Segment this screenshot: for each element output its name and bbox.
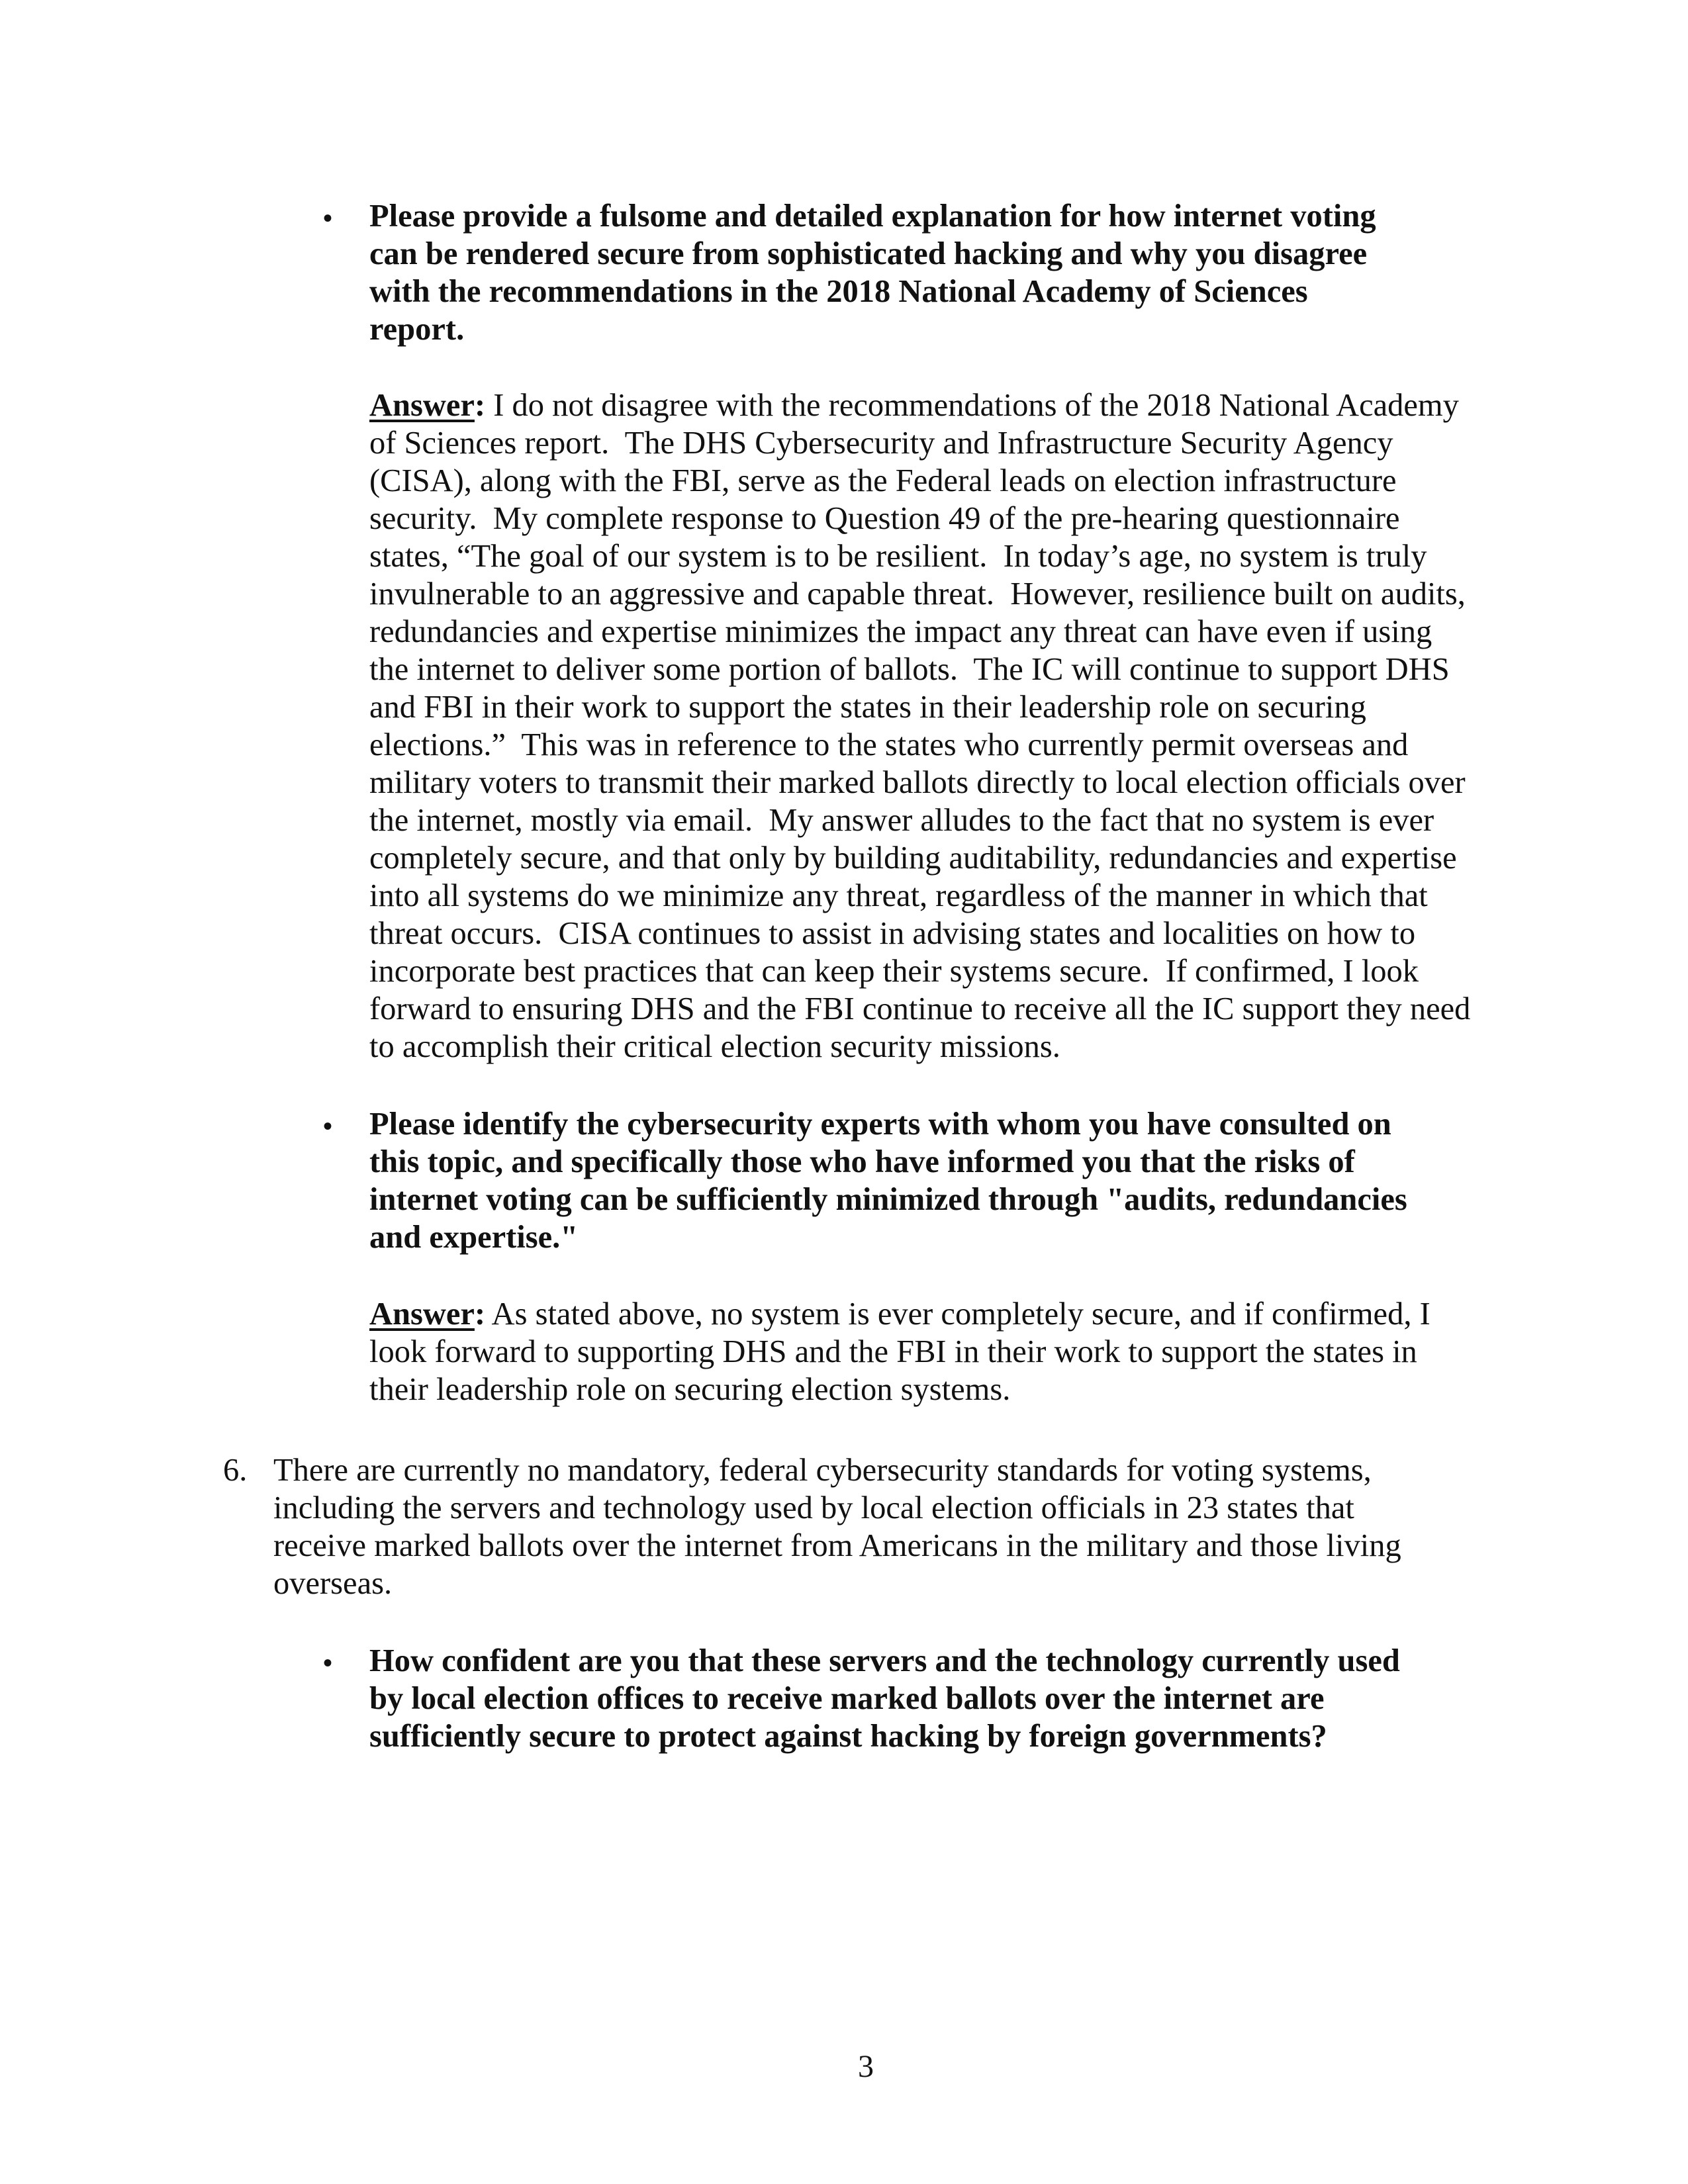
question-1-line: Please provide a fulsome and detailed explanation for how internet voting	[369, 199, 1376, 234]
answer-1-line: and FBI in their work to support the states in their leadership role on securing	[369, 690, 1366, 725]
answer-1-line: (CISA), along with the FBI, serve as the Federal leads on election infrastructure	[369, 463, 1397, 498]
answer-2-first-line	[369, 1298, 1430, 1331]
answer-1-line: the internet to deliver some portion of ballots. The IC will continue to support DHS	[369, 652, 1450, 687]
answer-1-line: into all systems do we minimize any threat, regardless of the manner in which that	[369, 878, 1428, 913]
item-6-line: receive marked ballots over the internet from Americans in the military and those living	[273, 1528, 1401, 1563]
answer-1-line: states, “The goal of our system is to be resilient. In today’s age, no system is truly	[369, 539, 1427, 574]
answer-1-line: military voters to transmit their marked ballots directly to local election officials over	[369, 765, 1466, 800]
answer-label: Answer:	[369, 388, 486, 423]
item-6-line: overseas.	[273, 1566, 393, 1601]
question-3-line: by local election offices to receive marked ballots over the internet are	[369, 1681, 1325, 1716]
question-2-line: and expertise."	[369, 1220, 579, 1255]
bullet-icon: •	[323, 203, 333, 233]
question-3-line: How confident are you that these servers and the technology currently used	[369, 1643, 1400, 1678]
answer-1-line: threat occurs. CISA continues to assist in advising states and localities on how to	[369, 916, 1416, 951]
answer-label: Answer:	[369, 1297, 486, 1332]
item-6-line: including the servers and technology used by local election officials in 23 states that	[273, 1490, 1354, 1525]
answer-1-line: the internet, mostly via email. My answer alludes to the fact that no system is ever	[369, 803, 1434, 838]
answer-1-first-line	[369, 390, 1459, 422]
answer-1-line: forward to ensuring DHS and the FBI continue to receive all the IC support they need	[369, 991, 1471, 1026]
answer-1-line: security. My complete response to Question 49 of the pre-hearing questionnaire	[369, 501, 1400, 536]
answer-2-text: As stated above, no system is ever completely secure, and if confirmed, I	[485, 1297, 1430, 1332]
answer-1-line: incorporate best practices that can keep their systems secure. If confirmed, I look	[369, 954, 1419, 989]
answer-1-line: invulnerable to an aggressive and capable threat. However, resilience built on audits,	[369, 576, 1466, 612]
answer-1-line: completely secure, and that only by building auditability, redundancies and expertise	[369, 841, 1457, 876]
question-1-line: report.	[369, 312, 465, 347]
bullet-icon: •	[323, 1111, 333, 1141]
answer-1-text: I do not disagree with the recommendations of the 2018 National Academy	[485, 388, 1459, 423]
item-6-line: There are currently no mandatory, federal cybersecurity standards for voting systems,	[273, 1453, 1372, 1488]
question-1-line: with the recommendations in the 2018 National Academy of Sciences	[369, 274, 1308, 309]
answer-1-line: of Sciences report. The DHS Cybersecurity and Infrastructure Security Agency	[369, 426, 1393, 461]
question-2-line: Please identify the cybersecurity experts with whom you have consulted on	[369, 1107, 1391, 1142]
answer-1-line: elections.” This was in reference to the states who currently permit overseas and	[369, 727, 1409, 762]
question-3-line: sufficiently secure to protect against hacking by foreign governments?	[369, 1719, 1327, 1754]
answer-2-line: their leadership role on securing election systems.	[369, 1372, 1011, 1407]
answer-1-line: redundancies and expertise minimizes the impact any threat can have even if using	[369, 614, 1432, 649]
answer-1-line: to accomplish their critical election security missions.	[369, 1029, 1060, 1064]
bullet-icon: •	[323, 1648, 333, 1678]
page-number: 3	[858, 2049, 874, 2084]
question-2-line: internet voting can be sufficiently minimized through "audits, redundancies	[369, 1182, 1407, 1217]
question-2-line: this topic, and specifically those who have informed you that the risks of	[369, 1144, 1355, 1179]
question-1-line: can be rendered secure from sophisticated hacking and why you disagree	[369, 236, 1368, 271]
item-number: 6.	[223, 1453, 248, 1488]
answer-2-line: look forward to supporting DHS and the FBI in their work to support the states in	[369, 1334, 1417, 1369]
